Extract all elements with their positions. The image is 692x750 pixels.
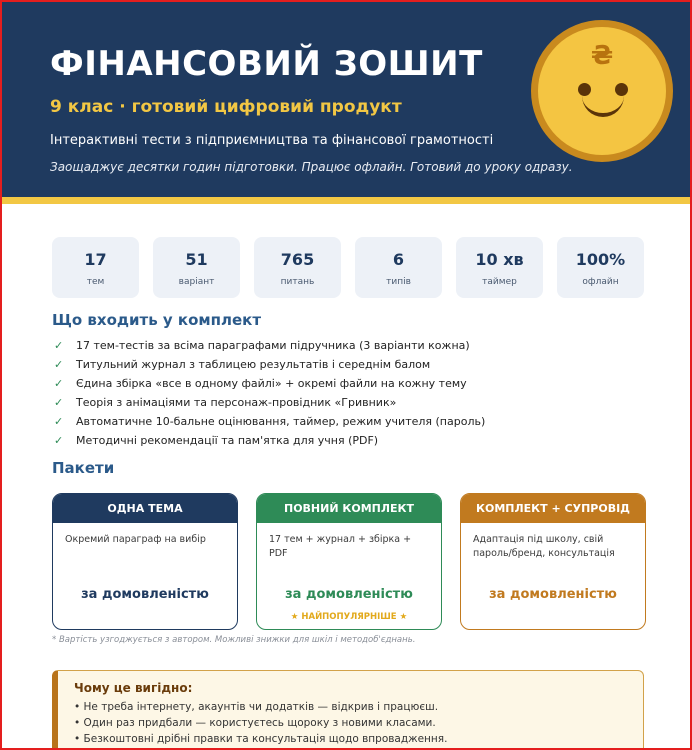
benefit-item: • Один раз придбали — користуєтесь щороку з новими класами. (74, 717, 436, 729)
pricing-footnote: * Вартість узгоджується з автором. Можливі знижки для шкіл і методоб'єднань. (52, 635, 416, 645)
checkmark-icon: ✓ (54, 415, 64, 428)
package-description: 17 тем + журнал + збірка + PDF (269, 534, 412, 559)
package-price: за домовленістю (81, 587, 209, 602)
package-card-single-topic[interactable] (52, 493, 238, 630)
stat-value: 765 (280, 250, 315, 269)
smiling-hryvnia-coin-icon (531, 20, 673, 162)
contents-heading: Що входить у комплект (52, 311, 262, 329)
list-item-text: Єдина збірка «все в одному файлі» + окремі файли на кожну тему (76, 377, 467, 390)
benefits-heading: Чому це вигідно: (74, 681, 193, 695)
list-item-text: Автоматичне 10-бальне оцінювання, таймер, режим учителя (пароль) (76, 415, 486, 428)
most-popular-badge: ★ НАЙПОПУЛЯРНІШЕ ★ (290, 612, 408, 622)
tagline: Інтерактивні тести з підприємництва та фінансової грамотності (50, 133, 494, 148)
package-title: ОДНА ТЕМА (53, 494, 237, 523)
list-item (54, 433, 654, 452)
package-title: ПОВНИЙ КОМПЛЕКТ (257, 494, 441, 523)
package-price: за домовленістю (489, 587, 617, 602)
page-title: ФІНАНСОВИЙ ЗОШИТ (50, 44, 483, 84)
list-item-text: Теорія з анімаціями та персонаж-провідник «Гривник» (76, 396, 397, 409)
list-item (54, 357, 654, 376)
stat-value: 100% (575, 250, 626, 269)
tagline-italic: Заощаджує десятки годин підготовки. Працює офлайн. Готовий до уроку одразу. (50, 160, 573, 174)
stat-card-questions (254, 237, 341, 298)
package-card-set-with-support[interactable] (460, 493, 646, 630)
stat-label: таймер (482, 277, 517, 287)
stat-label: варіант (178, 277, 215, 287)
page-subtitle: 9 клас · готовий цифровий продукт (50, 97, 402, 117)
benefits-list (74, 699, 447, 747)
list-item-text: Методичні рекомендації та пам'ятка для учня (PDF) (76, 434, 379, 447)
list-item-text: 17 тем-тестів за всіма параграфами підручника (3 варіанти кожна) (76, 339, 470, 352)
checkmark-icon: ✓ (54, 377, 64, 390)
stat-value: 10 хв (475, 250, 524, 269)
package-description: Окремий параграф на вибір (65, 534, 206, 545)
benefit-item: • Безкоштовні дрібні правки та консультація щодо впровадження. (74, 733, 448, 745)
list-item (54, 376, 654, 395)
coin-smile (582, 95, 624, 117)
hryvnia-symbol: ₴ (590, 41, 614, 71)
checkmark-icon: ✓ (54, 434, 64, 447)
stat-label: тем (86, 277, 105, 287)
package-description: Адаптація під школу, свій пароль/бренд, консультація (473, 534, 615, 559)
package-price: за домовленістю (285, 587, 413, 602)
stat-card-timer (456, 237, 543, 298)
stat-card-variants (153, 237, 240, 298)
stat-value: 17 (84, 250, 107, 269)
list-item (54, 338, 654, 357)
contents-list (54, 338, 654, 452)
benefit-item: • Не треба інтернету, акаунтів чи додатків — відкрив і працюєш. (74, 701, 439, 713)
stat-label: питань (280, 277, 315, 287)
package-card-full-set[interactable] (256, 493, 442, 630)
package-title: КОМПЛЕКТ + СУПРОВІД (461, 494, 645, 523)
list-item (54, 395, 654, 414)
stats-row (52, 237, 642, 298)
stat-card-topics (52, 237, 139, 298)
stat-card-offline (557, 237, 644, 298)
benefits-box (52, 670, 644, 750)
stat-value: 6 (392, 250, 405, 269)
checkmark-icon: ✓ (54, 339, 64, 352)
stat-value: 51 (185, 250, 208, 269)
stat-label: офлайн (582, 277, 619, 287)
list-item (54, 414, 654, 433)
checkmark-icon: ✓ (54, 358, 64, 371)
packages-heading: Пакети (52, 459, 115, 477)
checkmark-icon: ✓ (54, 396, 64, 409)
stat-label: типів (386, 277, 411, 287)
header-accent-band (2, 197, 690, 204)
list-item-text: Титульний журнал з таблицею результатів і середнім балом (76, 358, 431, 371)
header-banner (2, 2, 690, 197)
stat-card-types (355, 237, 442, 298)
